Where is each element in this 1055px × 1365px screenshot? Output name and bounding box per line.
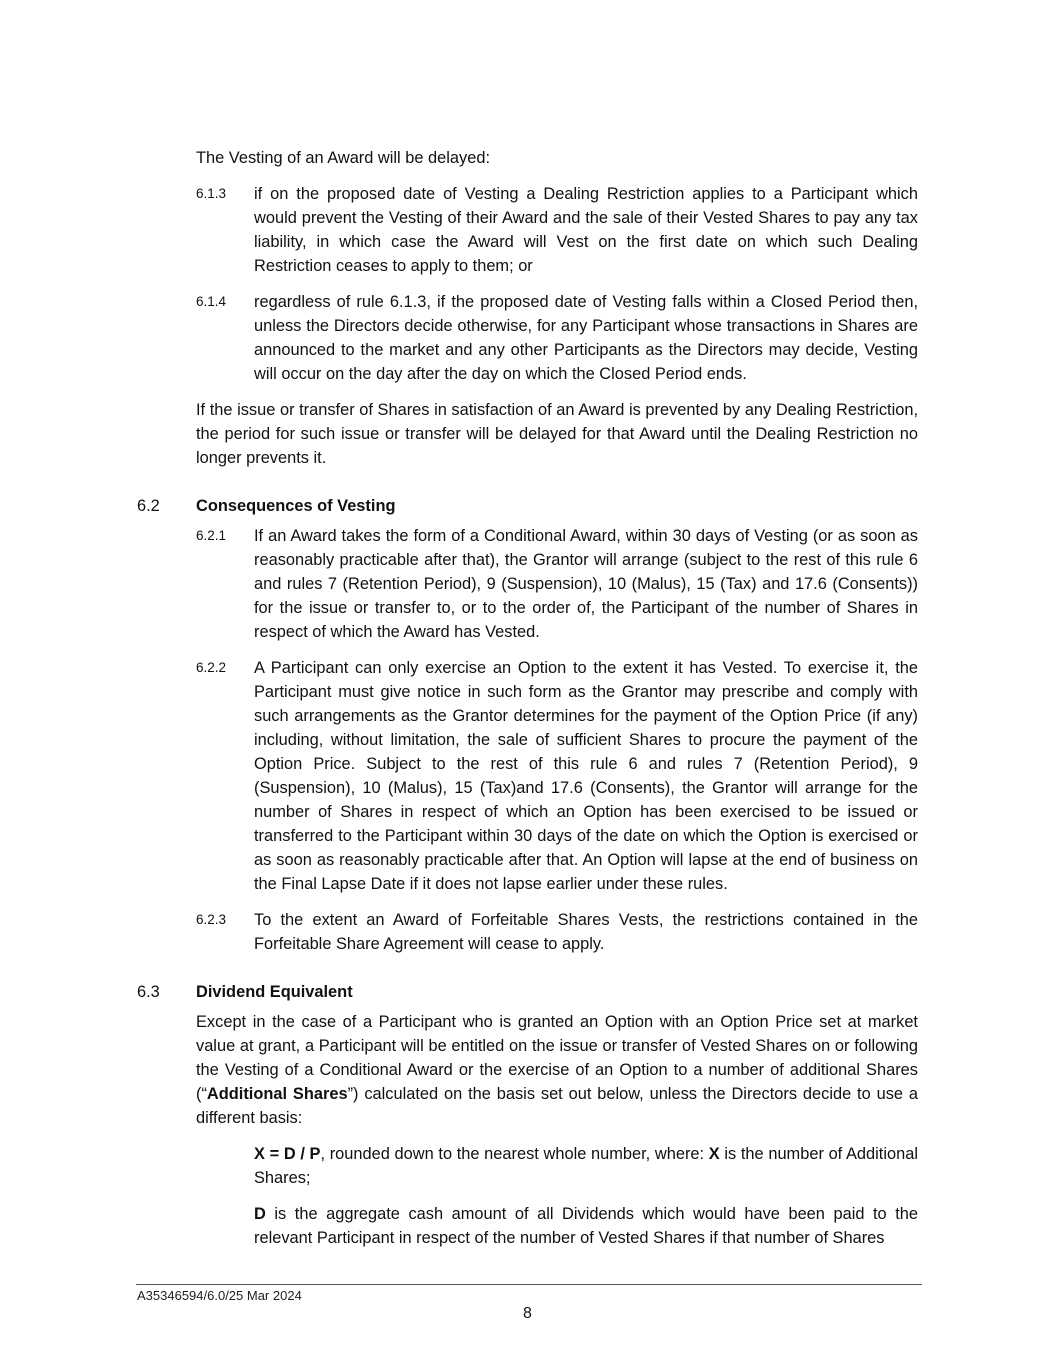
formula-text: , rounded down to the nearest whole number, where: [320, 1145, 709, 1163]
section-heading-6-2: Consequences of Vesting [196, 497, 396, 515]
clause-text-6-1-3: if on the proposed date of Vesting a Dealing Restriction applies to a Participant which would prevent the Vesting of their Award and the sale of their Vested Shares to pay any tax liability, in which case the Award will Vest on the first date on which such Dealing Restriction ceases to apply to them; or [254, 185, 918, 275]
formula: X = D / P [254, 1145, 321, 1163]
footer-divider [136, 1284, 922, 1285]
x-symbol: X [708, 1145, 720, 1163]
defined-term-additional-shares: Additional Shares [206, 1085, 348, 1103]
clause-number-6-2-2: 6.2.2 [196, 660, 227, 675]
formula-paragraph [254, 1142, 918, 1190]
d-definition: is the aggregate cash amount of all Dividends which would have been paid to the relevant Participant in respect of the number of Vested Shares if that number of Shares [254, 1205, 918, 1247]
clause-number-6-1-4: 6.1.4 [196, 294, 227, 309]
section-number-6-3: 6.3 [137, 983, 160, 1001]
dealing-restriction-paragraph: If the issue or transfer of Shares in satisfaction of an Award is prevented by any Dealing Restriction, the period for such issue or transfer will be delayed for that Award until the Dealing Restriction no longer prevents it. [196, 401, 918, 467]
clause-text-6-1-4: regardless of rule 6.1.3, if the proposed date of Vesting falls within a Closed Period then, unless the Directors decide otherwise, for any Participant whose transactions in Shares are announced to the market and any other Participants as the Directors may decide, Vesting will occur on the day after the day on which the Closed Period ends. [254, 293, 918, 383]
dividend-equivalent-paragraph [196, 1010, 918, 1130]
d-definition-paragraph [254, 1202, 918, 1250]
clause-number-6-2-3: 6.2.3 [196, 912, 227, 927]
intro-text: The Vesting of an Award will be delayed: [196, 149, 491, 167]
clause-text-6-2-3: To the extent an Award of Forfeitable Shares Vests, the restrictions contained in the Forfeitable Share Agreement will cease to apply. [254, 911, 918, 953]
page-number: 8 [523, 1305, 532, 1322]
clause-text-6-2-2: A Participant can only exercise an Option to the extent it has Vested. To exercise it, the Participant must give notice in such form as the Grantor may prescribe and comply with such arrangements as the Grantor determines for the payment of the Option Price (if any) including, without limitation, the sale of sufficient Shares to procure the payment of the Option Price. Subject to the rest of this rule 6 and rules 7 (Retention Period), 9 (Suspension), 10 (Malus), 15 (Tax)and 17.6 (Consents), the Grantor will arrange for the number of Shares in respect of which an Option has been exercised to be issued or transferred to the Participant within 30 days of the date on which the Option is exercised or as soon as reasonably practicable after that. An Option will lapse at the end of business on the Final Lapse Date if it does not lapse earlier under these rules. [254, 659, 918, 893]
section-heading-6-3: Dividend Equivalent [196, 983, 353, 1001]
section-number-6-2: 6.2 [137, 497, 160, 515]
dividend-text-before: Except in the case of a Participant who is granted an Option with an Option Price set at market value at grant, a Participant will be entitled on the issue or transfer of Vested Shares on or following the Vesting of a Conditional Award or the exercise of an Option to a number of additional Shares (“ [196, 1013, 918, 1103]
x-definition: is the number of Additional Shares; [254, 1145, 918, 1187]
clause-text-6-2-1: If an Award takes the form of a Conditional Award, within 30 days of Vesting (or as soon as reasonably practicable after that), the Grantor will arrange (subject to the rest of this rule 6 and rules 7 (Retention Period), 9 (Suspension), 10 (Malus), 15 (Tax) and 17.6 (Consents)) for the issue or transfer to, or to the order of, the Participant of the number of Shares in respect of which the Award has Vested. [254, 527, 918, 641]
document-reference: A35346594/6.0/25 Mar 2024 [137, 1288, 302, 1303]
d-symbol: D [254, 1205, 266, 1223]
clause-number-6-2-1: 6.2.1 [196, 528, 227, 543]
clause-number-6-1-3: 6.1.3 [196, 186, 227, 201]
dividend-text-after: ”) calculated on the basis set out below, unless the Directors decide to use a different basis: [196, 1085, 918, 1127]
